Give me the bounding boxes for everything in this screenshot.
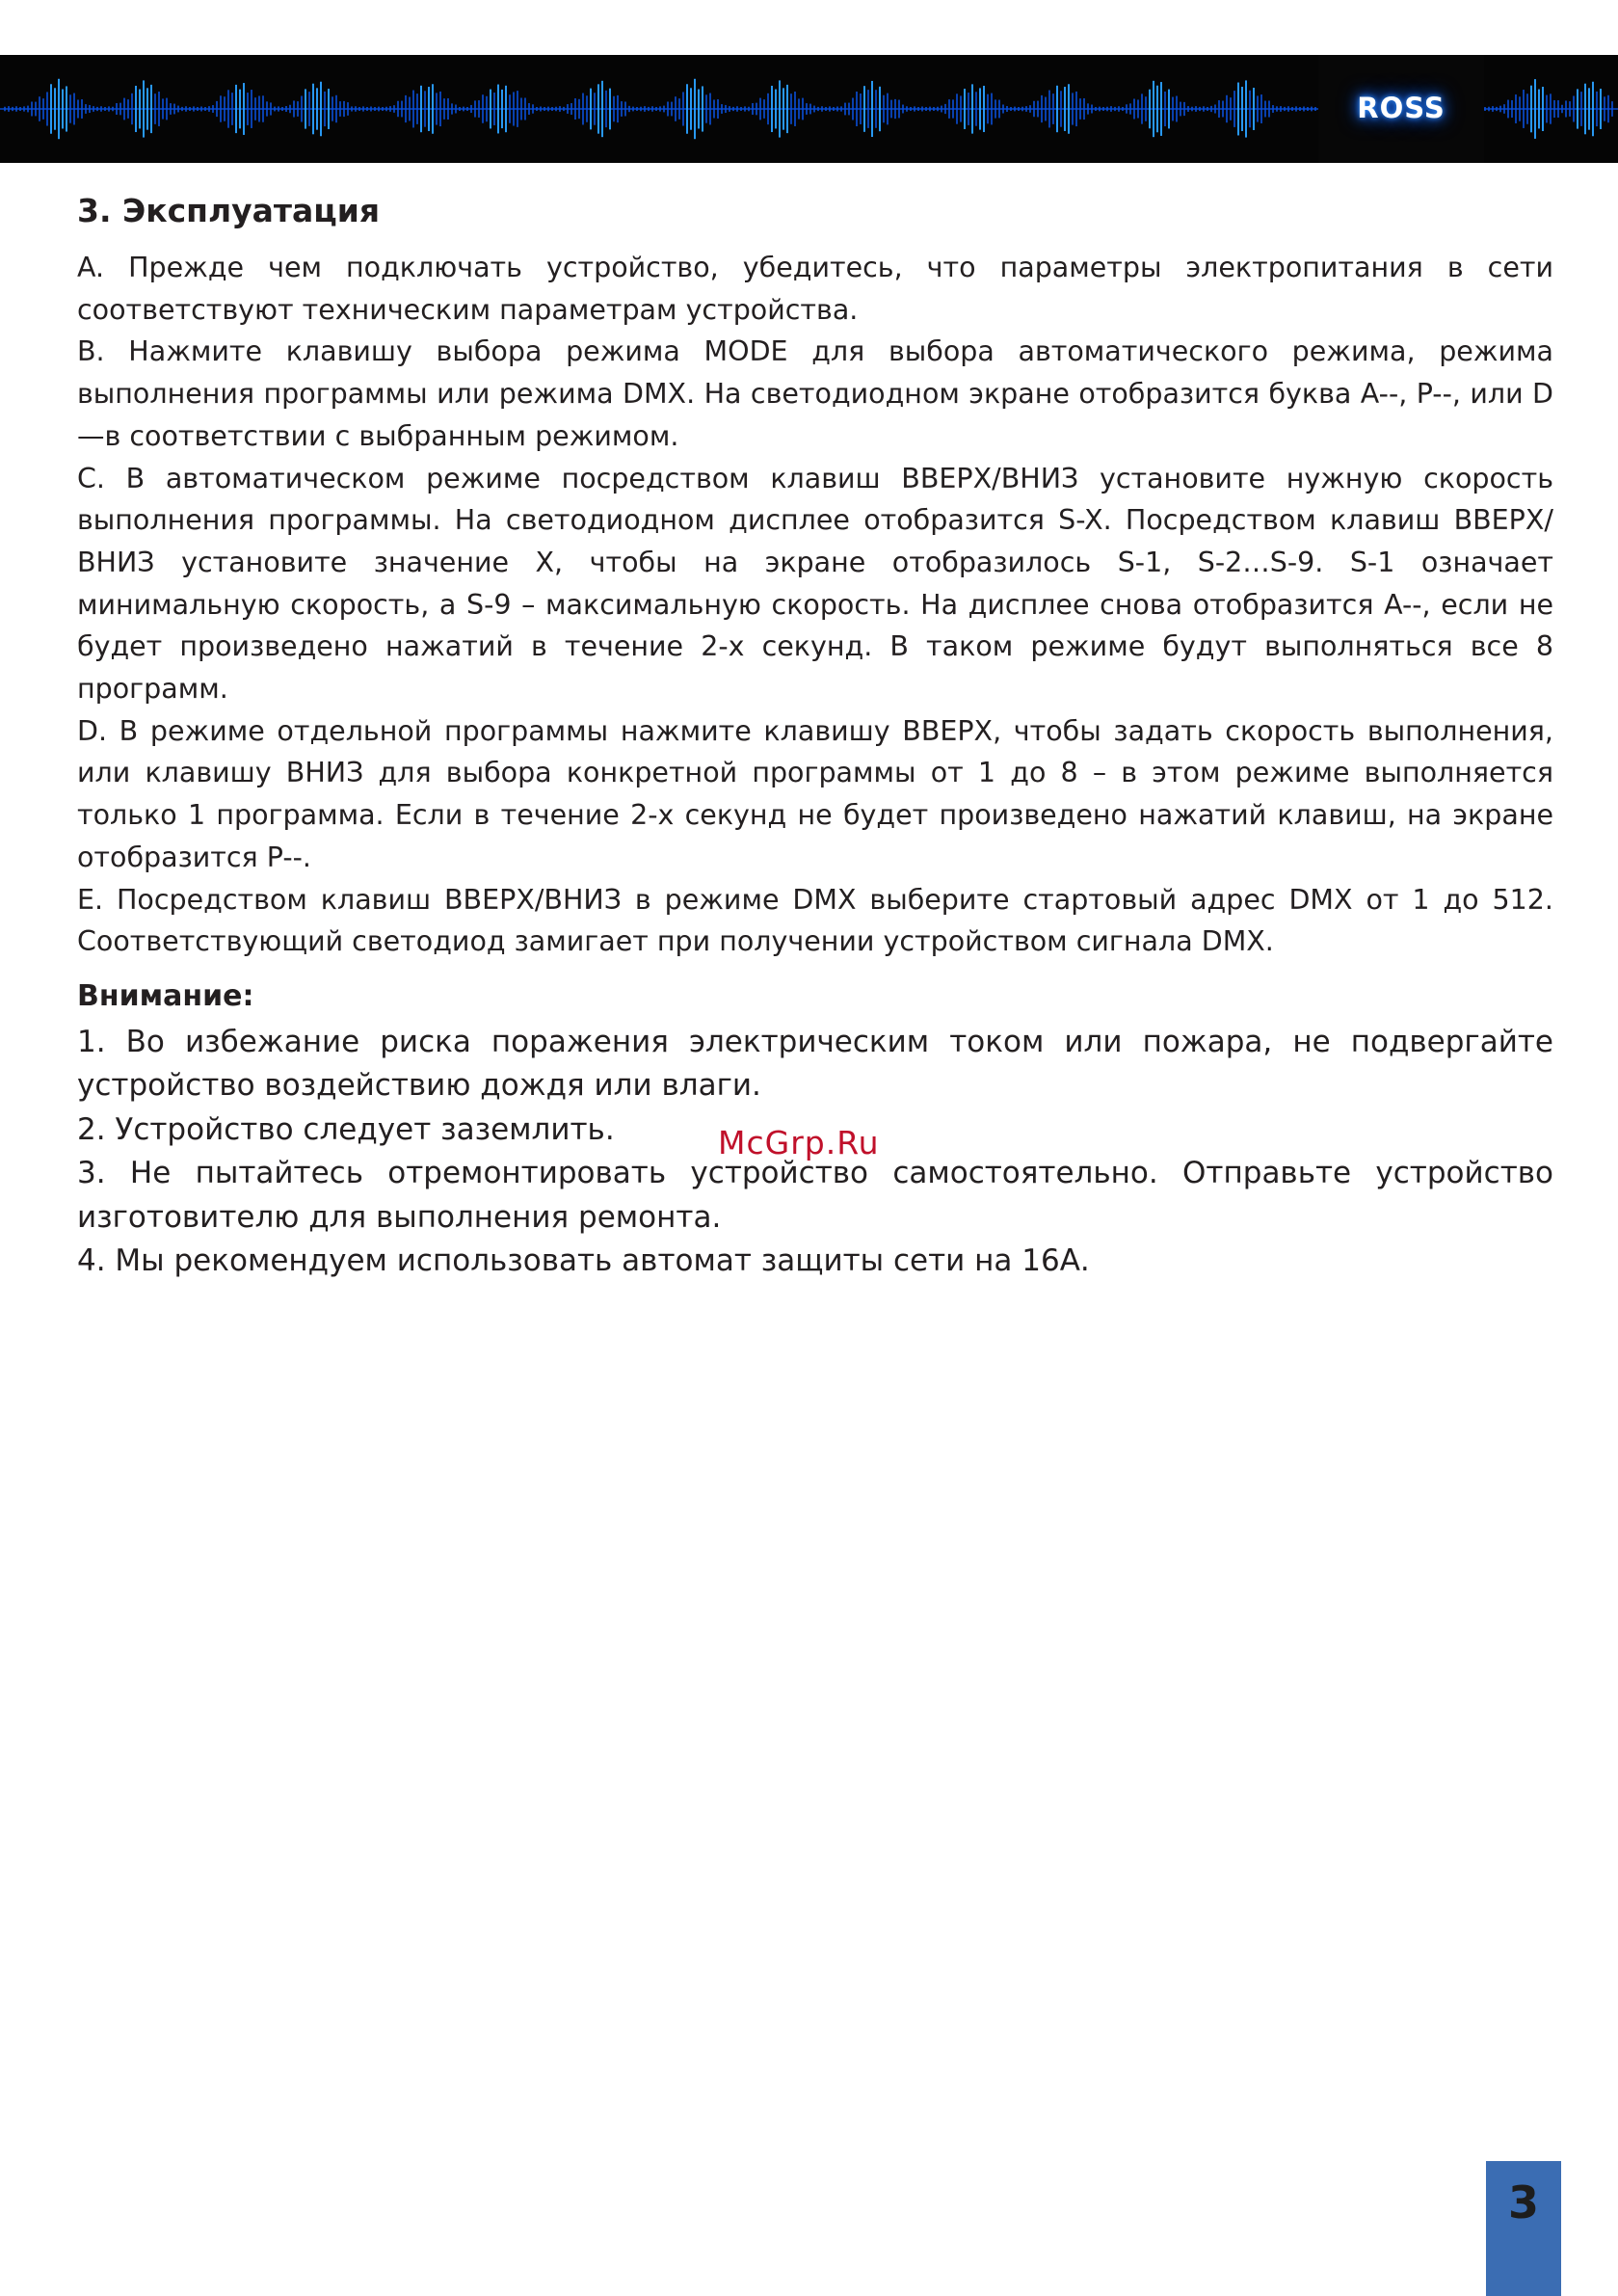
watermark: McGrp.Ru	[718, 1124, 880, 1161]
paragraph-a: A. Прежде чем подключать устройство, убедитесь, что параметры электропитания в сети соответствуют техническим параметрам устройства.	[77, 252, 1553, 326]
page-content	[77, 189, 1553, 1284]
warning-item-2: 2. Устройство следует заземлить.	[77, 1111, 615, 1147]
paragraph-b: B. Нажмите клавишу выбора режима MODE для выбора автоматического режима, режима выполнения программы или режима DMX. На светодиодном экране отобразится буква A--, P--, или D—в соответствии с выбранным режимом.	[77, 335, 1553, 452]
warning-item-4: 4. Мы рекомендуем использовать автомат защиты сети на 16А.	[77, 1243, 1090, 1279]
warning-title: Внимание:	[77, 978, 254, 1013]
warning-item-1: 1. Во избежание риска поражения электрическим током или пожара, не подвергайте устройство воздействию дождя или влаги.	[77, 1024, 1553, 1104]
page-number: 3	[1507, 2176, 1539, 2229]
section-title: 3. Эксплуатация	[77, 192, 381, 229]
ross-logo: ROSS	[1357, 92, 1446, 124]
warning-item-3: 3. Не пытайтесь отремонтировать устройство самостоятельно. Отправьте устройство изготовителю для выполнения ремонта.	[77, 1156, 1553, 1235]
header-banner	[0, 55, 1618, 163]
paragraph-d: D. В режиме отдельной программы нажмите клавишу ВВЕРХ, чтобы задать скорость выполнения, или клавишу ВНИЗ для выбора конкретной программы от 1 до 8 – в этом режиме выполняется только 1 программа. Если в течение 2-х секунд не будет произведено нажатий клавиш, на экране отобразится P--.	[77, 714, 1553, 873]
paragraph-c: C. В автоматическом режиме посредством клавиш ВВЕРХ/ВНИЗ установите нужную скорость выполнения программы. На светодиодном дисплее отобразится S-X. Посредством клавиш ВВЕРХ/ВНИЗ установите значение X, чтобы на экране отобразилось S-1, S-2…S-9. S-1 означает минимальную скорость, а S-9 – максимальную скорость. На дисплее снова отобразится A--, если не будет произведено нажатий в течение 2-х секунд. В таком режиме будут выполняться все 8 программ.	[77, 462, 1553, 706]
paragraph-e: E. Посредством клавиш ВВЕРХ/ВНИЗ в режиме DMX выберите стартовый адрес DMX от 1 до 512. Соответствующий светодиод замигает при получении устройством сигнала DMX.	[77, 883, 1553, 958]
